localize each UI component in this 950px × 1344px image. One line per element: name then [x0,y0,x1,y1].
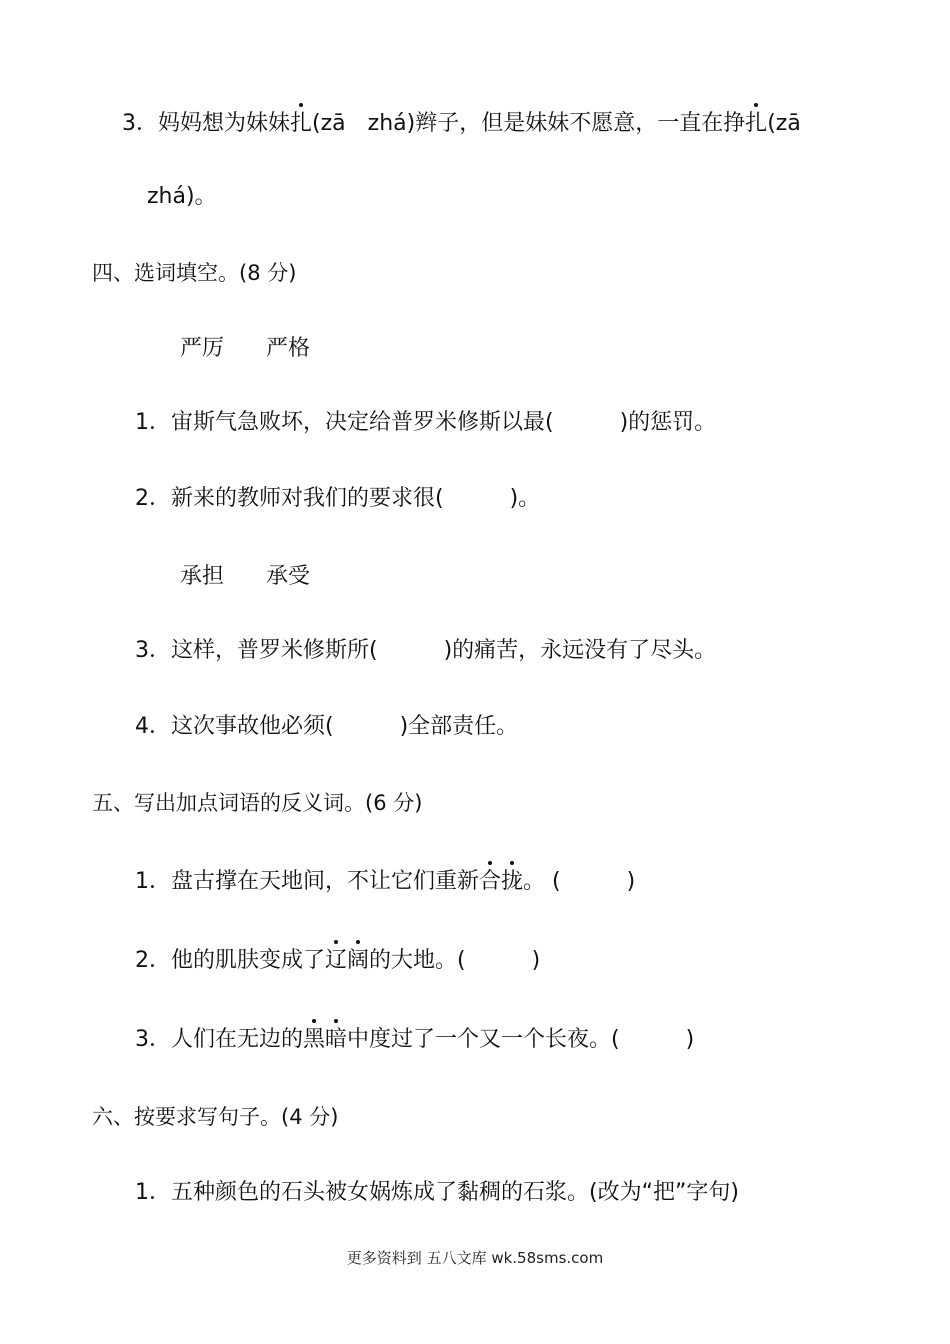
word-choice: 承担 [180,564,225,589]
question-4-3: 3．这样，普罗米修斯所( )的痛苦，永远没有了尽头。 [135,638,717,663]
question-4-1: 1．宙斯气急败坏，决定给普罗米修斯以最( )的惩罚。 [135,410,717,435]
emphasis-dot-char: 阔 [347,948,370,973]
question-5-2: 2．他的肌肤变成了辽阔的大地。( ) [135,948,541,973]
emphasis-dot-char: 暗 [325,1027,348,1052]
emphasis-dot-char: 扎 [745,111,768,136]
question-4-4: 4．这次事故他必须( )全部责任。 [135,714,519,739]
word-choices-2 [180,566,352,588]
footer-watermark: 更多资料到 五八文库 wk.58sms.com [346,1249,604,1267]
emphasis-dot-char: 辽 [325,948,348,973]
word-choices-1 [180,338,352,360]
question-3-3-line2: zhá)。 [147,184,217,209]
question-6-1: 1．五种颜色的石头被女娲炼成了黏稠的石浆。(改为“把”字句) [135,1180,739,1205]
section-5-heading: 五、写出加点词语的反义词。(6 分) [92,791,423,815]
word-choice: 承受 [266,564,311,589]
question-5-1: 1．盘古撑在天地间，不让它们重新合拢。 ( ) [135,869,636,894]
question-3-3-line1: 3．妈妈想为妹妹扎(zā zhá)辫子，但是妹妹不愿意，一直在挣扎(zā [122,111,801,136]
section-4-heading: 四、选词填空。(8 分) [92,261,297,285]
word-choice: 严厉 [180,336,225,361]
emphasis-dot-char: 黑 [303,1027,326,1052]
emphasis-dot-char: 扎 [290,111,313,136]
word-choice: 严格 [266,336,311,361]
emphasis-dot-char: 拢 [501,869,524,894]
question-5-3: 3．人们在无边的黑暗中度过了一个又一个长夜。( ) [135,1027,695,1052]
item-number: 3． [122,111,158,136]
emphasis-dot-char: 合 [479,869,502,894]
section-6-heading: 六、按要求写句子。(4 分) [92,1105,339,1129]
question-4-2: 2．新来的教师对我们的要求很( )。 [135,486,541,511]
